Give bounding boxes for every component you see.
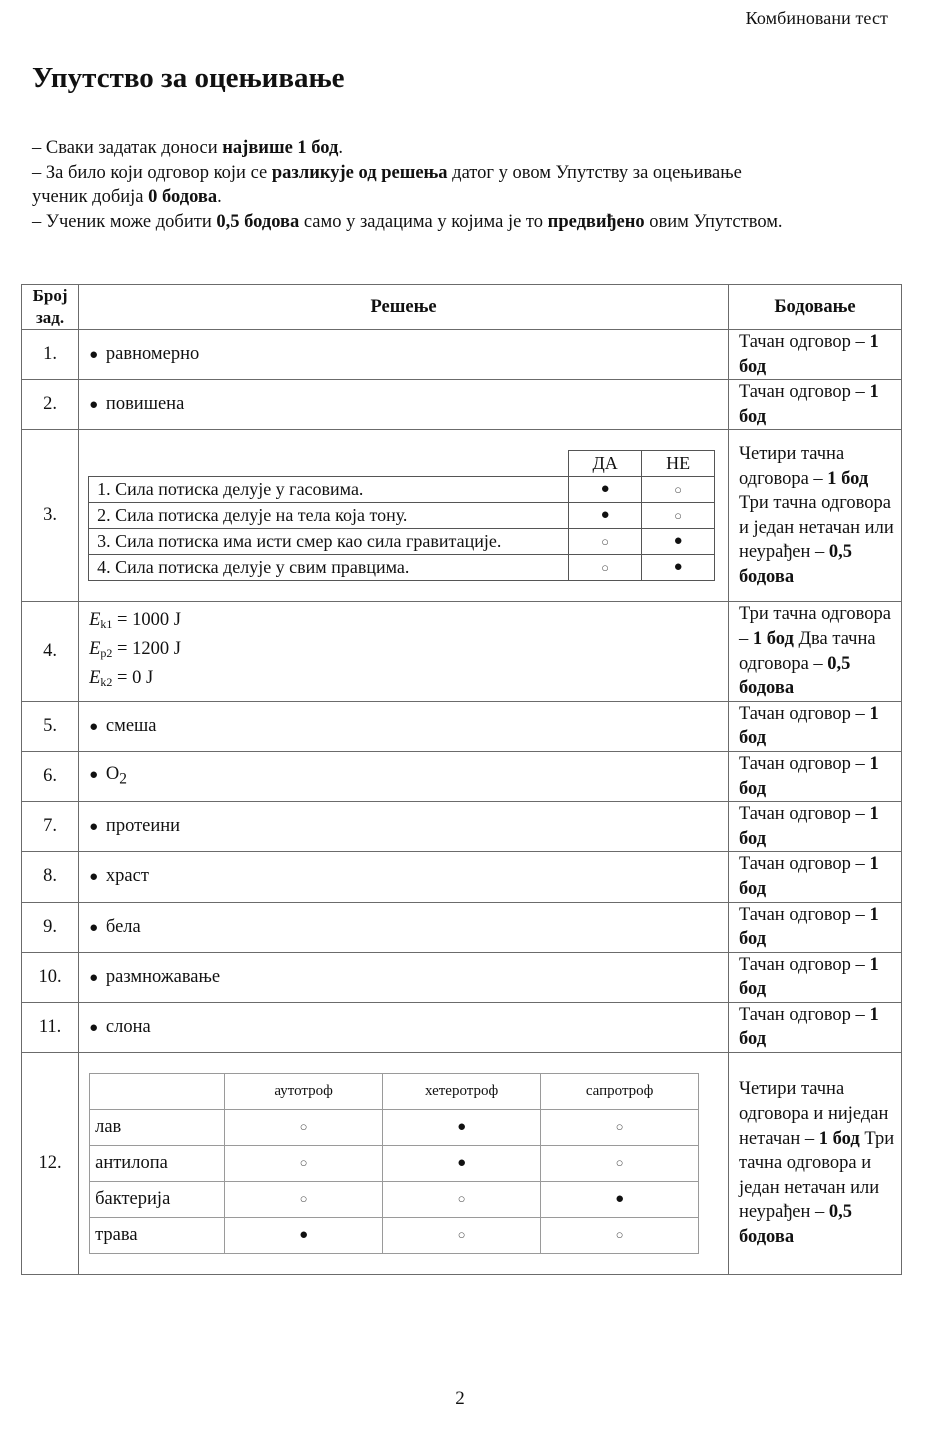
energy-values [79, 608, 728, 695]
table-row [22, 430, 902, 602]
column-header: НЕ [642, 451, 715, 477]
scoring-cell [728, 802, 901, 852]
filled-circle-icon: ● [600, 507, 610, 524]
scoring-text: Тачан одговор – [738, 804, 870, 825]
scoring-cell [728, 380, 901, 430]
filled-circle-icon: ● [457, 1155, 467, 1172]
page-number: 2 [455, 1388, 465, 1409]
table-row [22, 1053, 902, 1275]
answer-text: равномерно [105, 344, 200, 365]
solution-cell [79, 430, 729, 602]
filled-circle-icon: ● [673, 533, 683, 550]
scoring-text: 1 бод [738, 854, 879, 899]
blank-cell [90, 1074, 225, 1110]
yes-no-header [89, 451, 715, 477]
answer [79, 816, 728, 837]
answer-text: повишена [105, 394, 185, 415]
column-header: хетеротроф [383, 1074, 541, 1110]
bullet-icon: ● [89, 718, 102, 735]
solution-cell [79, 1053, 729, 1275]
organism-name: антилопа [90, 1146, 225, 1182]
task-number: 7. [22, 802, 79, 852]
energy-line [89, 666, 728, 695]
scoring-text: Два тачна одговора – [738, 628, 876, 674]
organism-row [90, 1218, 699, 1254]
bullet-icon: ● [89, 919, 102, 936]
task-number: 1. [22, 330, 79, 380]
scoring-cell [728, 602, 901, 701]
bullet-icon: ● [89, 347, 102, 364]
filled-circle-icon: ● [299, 1227, 309, 1244]
bullet-icon: ● [89, 969, 102, 986]
empty-circle-icon: ○ [615, 1227, 624, 1243]
scoring-cell [728, 1002, 901, 1052]
answer [79, 344, 728, 365]
yes-cell [569, 477, 642, 503]
choice-cell [541, 1110, 699, 1146]
scoring-text: 1 бод [738, 382, 879, 427]
energy-subscript: k1 [100, 617, 113, 632]
organism-name: лав [90, 1110, 225, 1146]
organism-row [90, 1110, 699, 1146]
filled-circle-icon: ● [615, 1191, 625, 1208]
scoring-text: 1 бод [738, 332, 879, 377]
rule-text: само у задацима у којима је то [299, 211, 548, 232]
scoring-text: 1 бод [827, 468, 869, 489]
task-number: 2. [22, 380, 79, 430]
table-row [22, 1002, 902, 1052]
choice-cell [225, 1110, 383, 1146]
scoring-cell [728, 751, 901, 801]
solution-cell [79, 701, 729, 751]
empty-circle-icon: ○ [674, 481, 683, 497]
solution-cell [79, 330, 729, 380]
organism-table [89, 1073, 699, 1254]
statement-text: 3. Сила потиска има исти смер као сила гравитације. [89, 529, 569, 555]
blank-cell [89, 451, 569, 477]
solution-cell [79, 380, 729, 430]
statement-row [89, 503, 715, 529]
scoring-text: 1 бод [738, 954, 879, 1000]
scoring-text: 1 бод [738, 703, 879, 749]
choice-cell [225, 1146, 383, 1182]
answer [79, 716, 728, 737]
scoring-text: 0,5 бодова [738, 653, 851, 699]
bullet-icon: ● [89, 397, 102, 414]
table-row [22, 952, 902, 1002]
scoring-text: 1 бод [818, 1128, 860, 1149]
rule-text: – За било који одговор који се [32, 162, 272, 183]
empty-circle-icon: ○ [601, 533, 610, 549]
empty-circle-icon: ○ [615, 1155, 624, 1171]
empty-circle-icon: ○ [601, 559, 610, 575]
empty-circle-icon: ○ [299, 1119, 308, 1135]
energy-line [89, 637, 728, 666]
answer-text: слона [105, 1016, 151, 1037]
scoring-text: Тачан одговор – [738, 382, 870, 403]
grading-rule [32, 161, 802, 210]
choice-cell [383, 1218, 541, 1254]
organism-header [90, 1074, 699, 1110]
empty-circle-icon: ○ [615, 1119, 624, 1135]
bullet-icon: ● [89, 767, 102, 784]
solution-cell [79, 751, 729, 801]
grading-table [21, 284, 902, 1275]
answer-subscript: 2 [119, 770, 127, 788]
scoring-text: Три тачна одговора – [738, 604, 891, 649]
choice-cell [541, 1218, 699, 1254]
solution-cell [79, 802, 729, 852]
bullet-icon: ● [89, 869, 102, 886]
scoring-text: Тачан одговор – [738, 332, 870, 352]
scoring-text: Тачан одговор – [738, 753, 870, 774]
scoring-text: Тачан одговор – [738, 854, 870, 875]
bullet-icon: ● [89, 1019, 102, 1036]
solution-cell [79, 952, 729, 1002]
empty-circle-icon: ○ [299, 1155, 308, 1171]
rule-text: предвиђено [547, 211, 645, 232]
task-number: 11. [22, 1002, 79, 1052]
table-row [22, 802, 902, 852]
yes-cell [569, 529, 642, 555]
filled-circle-icon: ● [673, 559, 683, 576]
rule-text: – Сваки задатак доноси [32, 138, 223, 158]
scoring-text: Три тачна одговора и један нетачан или неурађен – [738, 1128, 895, 1223]
task-number: 10. [22, 952, 79, 1002]
column-header: ДА [569, 451, 642, 477]
scoring-cell [728, 701, 901, 751]
energy-symbol: E [89, 610, 101, 631]
choice-cell [383, 1110, 541, 1146]
choice-cell [541, 1146, 699, 1182]
column-header: сапротроф [541, 1074, 699, 1110]
statement-row [89, 529, 715, 555]
answer-text: протеини [105, 816, 181, 837]
rule-text: највише 1 бод [222, 138, 339, 158]
task-number: 3. [22, 430, 79, 602]
choice-cell [225, 1182, 383, 1218]
filled-circle-icon: ● [457, 1119, 467, 1136]
table-row [22, 902, 902, 952]
scoring-text: Тачан одговор – [738, 1004, 870, 1025]
rule-text: овим Упутством. [644, 211, 783, 232]
rule-text: – Ученик може добити [32, 211, 217, 232]
solution-cell [79, 1002, 729, 1052]
scoring-cell [728, 852, 901, 902]
no-cell [642, 555, 715, 581]
energy-value: = 1000 J [112, 610, 181, 631]
answer [79, 1017, 728, 1038]
scoring-cell [728, 1053, 901, 1275]
grading-rules [32, 136, 802, 234]
choice-cell [383, 1182, 541, 1218]
scoring-text: 1 бод [738, 904, 879, 950]
answer [79, 917, 728, 938]
table-row [22, 330, 902, 380]
organism-name: бактерија [90, 1182, 225, 1218]
scoring-cell [728, 902, 901, 952]
scoring-text: 1 бод [738, 753, 879, 799]
empty-circle-icon: ○ [674, 507, 683, 523]
yes-no-table [88, 450, 715, 581]
scoring-cell [728, 430, 901, 602]
scoring-cell [728, 952, 901, 1002]
organism-row [90, 1182, 699, 1218]
no-cell [642, 529, 715, 555]
answer-text: бела [105, 916, 141, 937]
page-title: Упутство за оцењивање [32, 62, 345, 94]
filled-circle-icon: ● [600, 481, 610, 498]
statement-text: 4. Сила потиска делује у свим правцима. [89, 555, 569, 581]
header-scoring: Бодовање [728, 285, 901, 330]
scoring-text: Три тачна одговора и један нетачан или неурађен – [738, 493, 894, 563]
running-header: Комбиновани тест [745, 8, 888, 28]
grading-rule [32, 210, 802, 235]
yes-cell [569, 555, 642, 581]
table-row [22, 380, 902, 430]
scoring-text: 0,5 бодова [738, 542, 853, 588]
choice-cell [383, 1146, 541, 1182]
empty-circle-icon: ○ [457, 1227, 466, 1243]
scoring-text: Тачан одговор – [738, 703, 870, 724]
scoring-text: 1 бод [738, 1004, 879, 1050]
answer-text: O [105, 764, 120, 785]
empty-circle-icon: ○ [457, 1191, 466, 1207]
solution-cell [79, 852, 729, 902]
task-number: 9. [22, 902, 79, 952]
solution-cell [79, 602, 729, 701]
table-row [22, 602, 902, 701]
scoring-text: 0,5 бодова [738, 1202, 853, 1248]
energy-subscript: p2 [100, 646, 113, 661]
answer-text: размножавање [105, 966, 221, 987]
no-cell [642, 503, 715, 529]
answer [79, 764, 728, 789]
header-task-number: Број зад. [22, 285, 79, 330]
scoring-text: Четири тачна одговора и ниједан нетачан – [738, 1079, 889, 1149]
answer [79, 394, 728, 415]
answer [79, 866, 728, 887]
answer [79, 967, 728, 988]
statement-text: 2. Сила потиска делује на тела која тону. [89, 503, 569, 529]
table-row [22, 751, 902, 801]
scoring-text: Тачан одговор – [738, 954, 870, 975]
yes-cell [569, 503, 642, 529]
energy-value: = 0 J [112, 668, 154, 689]
rule-text: 0,5 бодова [216, 211, 300, 232]
task-number: 12. [22, 1053, 79, 1275]
rule-text: . [217, 187, 222, 208]
column-header: аутотроф [225, 1074, 383, 1110]
header-solution: Решење [79, 285, 729, 330]
scoring-text: Тачан одговор – [738, 904, 870, 925]
answer-text: смеша [105, 715, 157, 736]
answer-text: храст [105, 866, 149, 887]
task-number: 4. [22, 602, 79, 701]
energy-symbol: E [89, 639, 101, 660]
task-number: 5. [22, 701, 79, 751]
table-row [22, 852, 902, 902]
rule-text: датог у овом Упутству за оцењивање ученик добија [32, 162, 742, 208]
rule-text: 0 бодова [148, 187, 218, 208]
table-header-row [22, 285, 902, 330]
statement-row [89, 477, 715, 503]
energy-symbol: E [89, 668, 101, 689]
empty-circle-icon: ○ [299, 1191, 308, 1207]
scoring-text: Четири тачна одговора – [738, 444, 845, 489]
rule-text: разликује од решења [271, 162, 448, 183]
organism-row [90, 1146, 699, 1182]
task-number: 6. [22, 751, 79, 801]
grading-rule [32, 136, 802, 161]
scoring-cell [728, 330, 901, 380]
energy-line [89, 608, 728, 637]
task-number: 8. [22, 852, 79, 902]
energy-subscript: k2 [100, 675, 113, 690]
scoring-text: 1 бод [752, 628, 794, 649]
organism-name: трава [90, 1218, 225, 1254]
table-row [22, 701, 902, 751]
statement-text: 1. Сила потиска делује у гасовима. [89, 477, 569, 503]
statement-row [89, 555, 715, 581]
bullet-icon: ● [89, 819, 102, 836]
energy-value: = 1200 J [112, 639, 181, 660]
solution-cell [79, 902, 729, 952]
scoring-text: 1 бод [738, 804, 879, 849]
choice-cell [541, 1182, 699, 1218]
no-cell [642, 477, 715, 503]
rule-text: . [338, 138, 344, 158]
choice-cell [225, 1218, 383, 1254]
